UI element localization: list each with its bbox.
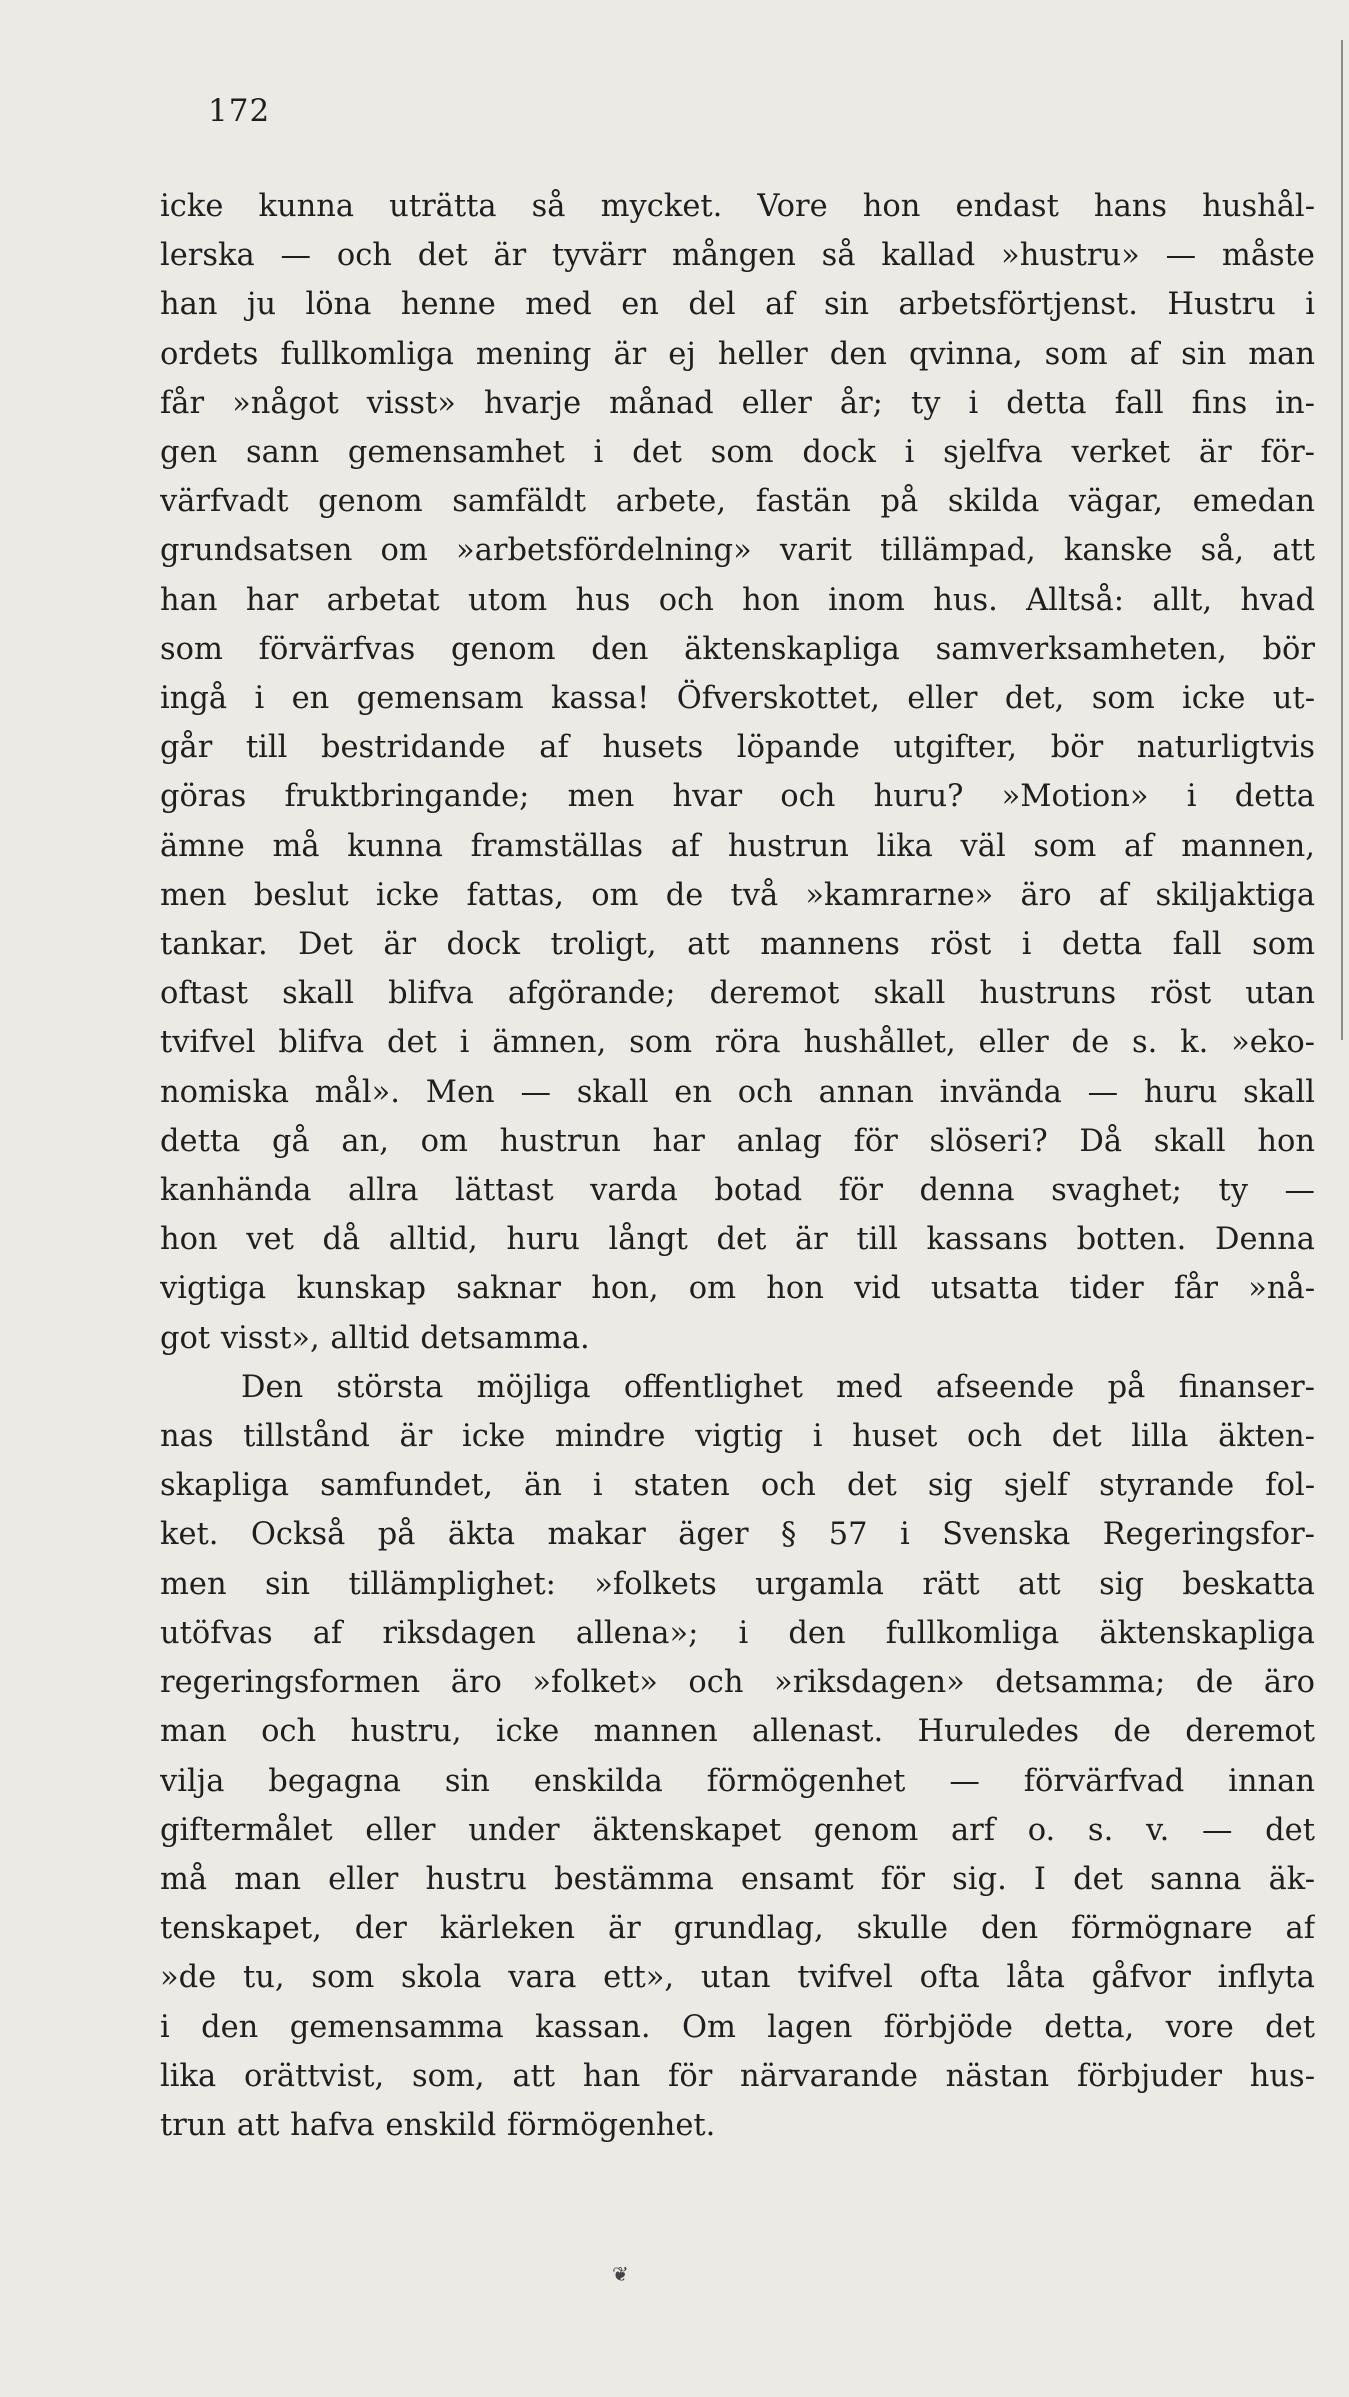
text-line: men sin tillämplighet: »folkets urgamla rätt att sig beskatta bbox=[160, 1566, 1315, 1602]
body-text bbox=[160, 182, 1315, 2150]
text-line: gen sann gemensamhet i det som dock i sjelfva verket är för- bbox=[160, 435, 1315, 471]
text-line: han har arbetat utom hus och hon inom hus. Alltså: allt, hvad bbox=[160, 582, 1315, 618]
text-line: got visst», alltid detsamma. bbox=[160, 1320, 590, 1356]
text-line: får »något visst» hvarje månad eller år; ty i detta fall fins in- bbox=[160, 385, 1315, 421]
text-line: ket. Också på äkta makar äger § 57 i Svenska Regeringsfor- bbox=[160, 1517, 1315, 1553]
text-line: utöfvas af riksdagen allena»; i den fullkomliga äktenskapliga bbox=[160, 1615, 1315, 1651]
text-line: som förvärfvas genom den äktenskapliga samverksamheten, bör bbox=[160, 631, 1315, 667]
text-line: grundsatsen om »arbetsfördelning» varit tillämpad, kanske så, att bbox=[160, 533, 1315, 569]
text-line: hon vet då alltid, huru långt det är till kassans botten. Denna bbox=[160, 1222, 1315, 1258]
text-line: oftast skall blifva afgörande; deremot skall hustruns röst utan bbox=[160, 976, 1315, 1012]
text-line: göras fruktbringande; men hvar och huru? »Motion» i detta bbox=[160, 779, 1315, 815]
text-line: regeringsformen äro »folket» och »riksdagen» detsamma; de äro bbox=[160, 1665, 1315, 1701]
text-line: vilja begagna sin enskilda förmögenhet — förvärfvad innan bbox=[160, 1763, 1315, 1799]
text-line: går till bestridande af husets löpande utgifter, bör naturligtvis bbox=[160, 730, 1315, 766]
page-number: 172 bbox=[208, 93, 271, 129]
text-line: ingå i en gemensam kassa! Öfverskottet, eller det, som icke ut- bbox=[160, 681, 1315, 717]
text-line: ordets fullkomliga mening är ej heller den qvinna, som af sin man bbox=[160, 336, 1315, 372]
text-line: Den största möjliga offentlighet med afseende på finanser- bbox=[241, 1369, 1315, 1405]
text-line: i den gemensamma kassan. Om lagen förbjöde detta, vore det bbox=[160, 2009, 1315, 2045]
text-line: man och hustru, icke mannen allenast. Huruledes de deremot bbox=[160, 1714, 1315, 1750]
text-line: giftermålet eller under äktenskapet genom arf o. s. v. — det bbox=[160, 1812, 1315, 1848]
text-line: må man eller hustru bestämma ensamt för sig. I det sanna äk- bbox=[160, 1861, 1315, 1897]
page-edge-line bbox=[1341, 40, 1343, 1040]
ornament-icon: ❦ bbox=[612, 2262, 629, 2286]
text-line: tankar. Det är dock troligt, att mannens röst i detta fall som bbox=[160, 927, 1315, 963]
text-line: ämne må kunna framställas af hustrun lika väl som af mannen, bbox=[160, 828, 1315, 864]
text-line: kanhända allra lättast varda botad för denna svaghet; ty — bbox=[160, 1173, 1315, 1209]
text-line: tvifvel blifva det i ämnen, som röra hushållet, eller de s. k. »eko- bbox=[160, 1025, 1315, 1061]
text-line: lika orättvist, som, att han för närvarande nästan förbjuder hus- bbox=[160, 2058, 1315, 2094]
text-line: lerska — och det är tyvärr mången så kallad »hustru» — måste bbox=[160, 238, 1315, 274]
text-line: nomiska mål». Men — skall en och annan invända — huru skall bbox=[160, 1074, 1315, 1110]
text-line: detta gå an, om hustrun har anlag för slöseri? Då skall hon bbox=[160, 1123, 1315, 1159]
text-line: skapliga samfundet, än i staten och det sig sjelf styrande fol- bbox=[160, 1468, 1315, 1504]
text-line: han ju löna henne med en del af sin arbetsförtjenst. Hustru i bbox=[160, 287, 1315, 323]
text-line: trun att hafva enskild förmögenhet. bbox=[160, 2107, 716, 2143]
text-line: nas tillstånd är icke mindre vigtig i huset och det lilla äkten- bbox=[160, 1419, 1315, 1455]
text-line: vigtiga kunskap saknar hon, om hon vid utsatta tider får »nå- bbox=[160, 1271, 1315, 1307]
text-line: tenskapet, der kärleken är grundlag, skulle den förmögnare af bbox=[160, 1911, 1315, 1947]
text-line: icke kunna uträtta så mycket. Vore hon endast hans hushål- bbox=[160, 189, 1315, 224]
text-line: värfvadt genom samfäldt arbete, fastän på skilda vägar, emedan bbox=[160, 484, 1315, 520]
text-line: men beslut icke fattas, om de två »kamrarne» äro af skiljaktiga bbox=[160, 877, 1315, 913]
text-line: »de tu, som skola vara ett», utan tvifvel ofta låta gåfvor inflyta bbox=[160, 1960, 1315, 1996]
